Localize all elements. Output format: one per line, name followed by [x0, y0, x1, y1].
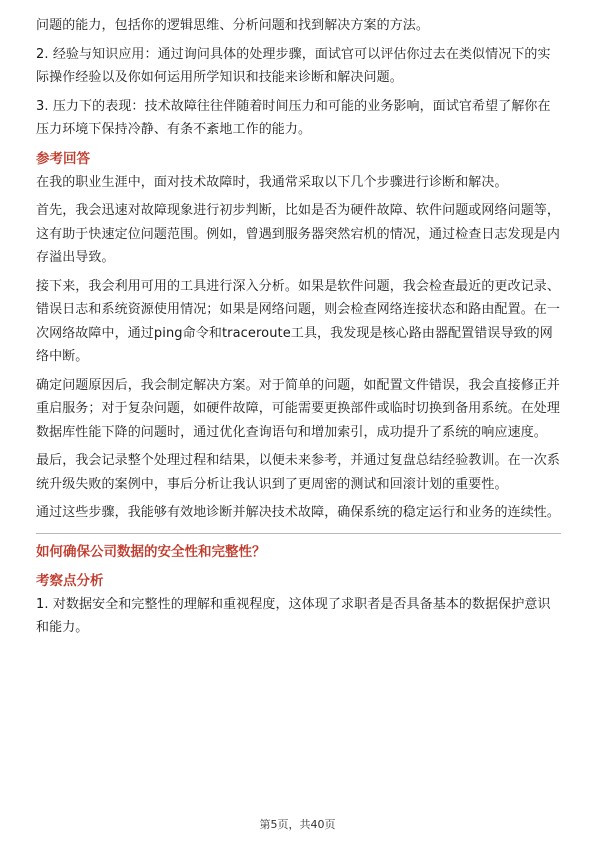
document-page — [36, 14, 561, 640]
answer-paragraph: 接下来，我会利用可用的工具进行深入分析。如果是软件问题，我会检查最近的更改记录、错误日志和系统资源使用情况；如果是网络问题，则会检查网络连接状态和路由配置。在一次网络故障中，通过ping命令和traceroute工具，我发现是核心路由器配置错误导致的网络中断。 — [36, 278, 561, 364]
section-divider — [36, 533, 561, 534]
answer-paragraph: 通过这些步骤，我能够有效地诊断并解决技术故障，确保系统的稳定运行和业务的连续性。 — [36, 505, 561, 520]
page-footer: 第5页，共40页 — [259, 818, 336, 831]
answer-paragraph: 在我的职业生涯中，面对技术故障时，我通常采取以下几个步骤进行诊断和解决。 — [36, 174, 508, 190]
answer-heading: 参考回答 — [36, 150, 90, 167]
answer-paragraph: 最后，我会记录整个处理过程和结果，以便未来参考，并通过复盘总结经验教训。在一次系统升级失败的案例中，事后分析让我认识到了更周密的测试和回滚计划的重要性。 — [36, 453, 561, 492]
intro-item: 问题的能力，包括你的逻辑思维、分析问题和找到解决方案的方法。 — [36, 18, 430, 33]
intro-item: 3. 压力下的表现：技术故障往往伴随着时间压力和可能的业务影响，面试官希望了解你在压力环境下保持冷静、有条不紊地工作的能力。 — [36, 98, 551, 137]
answer-paragraph: 首先，我会迅速对故障现象进行初步判断，比如是否为硬件故障、软件问题或网络问题等，这有助于快速定位问题范围。例如，曾遇到服务器突然宕机的情况，通过检查日志发现是内存溢出导致。 — [36, 203, 561, 265]
analysis-heading: 考察点分析 — [36, 572, 104, 589]
analysis-item: 1. 对数据安全和完整性的理解和重视程度，这体现了求职者是否具备基本的数据保护意识和能力。 — [36, 596, 551, 635]
question-heading: 如何确保公司数据的安全性和完整性？ — [36, 543, 266, 560]
intro-item: 2. 经验与知识应用：通过询问具体的处理步骤，面试官可以评估你过去在类似情况下的实际操作经验以及你如何运用所学知识和技能来诊断和解决问题。 — [36, 46, 551, 85]
answer-paragraph: 确定问题原因后，我会制定解决方案。对于简单的问题，如配置文件错误，我会直接修正并重启服务；对于复杂问题，如硬件故障，可能需要更换部件或临时切换到备用系统。在处理数据库性能下降的问题时，通过优化查询语句和增加索引，成功提升了系统的响应速度。 — [36, 377, 561, 440]
